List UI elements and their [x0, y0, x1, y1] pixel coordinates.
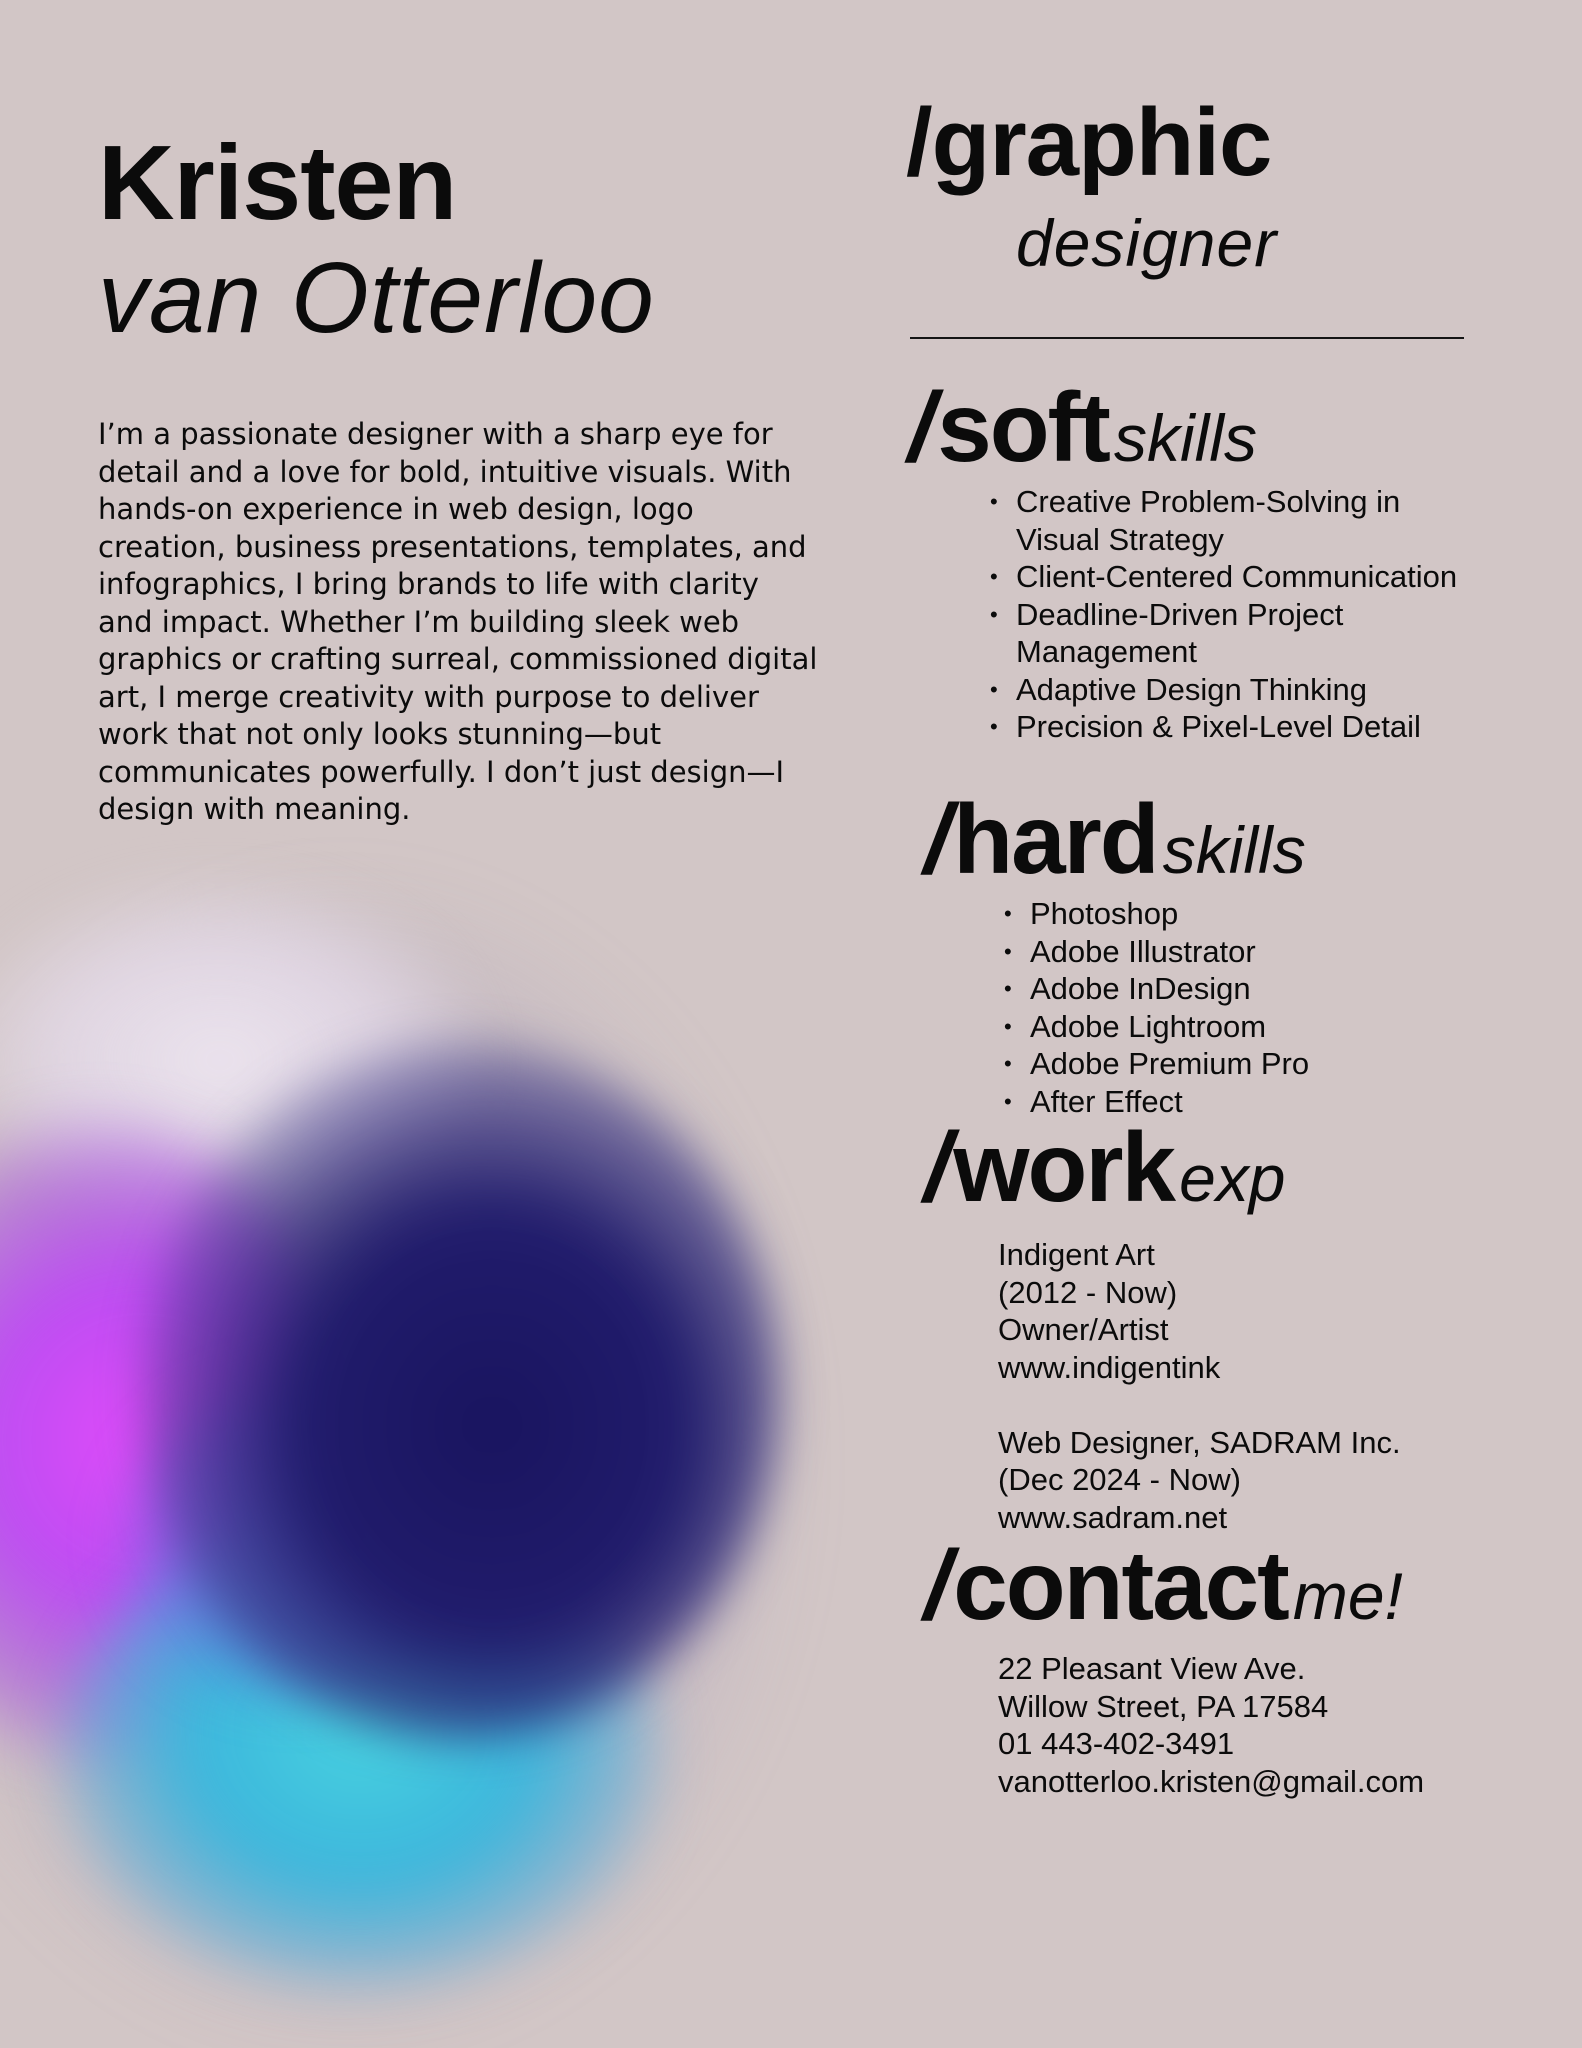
phone-number[interactable]: 01 443-402-3491 [998, 1726, 1235, 1761]
list-item: • Client-Centered Communication [990, 558, 1470, 596]
heading-strong: hard [953, 784, 1158, 894]
job-dates: (2012 - Now) [998, 1274, 1178, 1310]
address-line-1: 22 Pleasant View Ave. [998, 1651, 1306, 1686]
soft-skills-list [990, 483, 1470, 746]
role-subtitle: designer [1016, 206, 1278, 280]
heading-strong: soft [937, 372, 1109, 482]
job-website: www.indigentink [998, 1349, 1221, 1385]
work-exp-heading [924, 1112, 1286, 1222]
soft-skills-heading [908, 372, 1257, 482]
contact-heading [924, 1530, 1403, 1640]
divider [910, 337, 1464, 339]
list-item: • Adobe Premium Pro [1004, 1045, 1484, 1083]
heading-slash: / [924, 784, 950, 894]
job-website: www.sadram.net [998, 1499, 1228, 1535]
job-company: Indigent Art [998, 1237, 1155, 1272]
contact-details [998, 1650, 1424, 1800]
hard-skills-heading [924, 784, 1306, 894]
work-exp-list [998, 1236, 1401, 1536]
list-item: • Adobe Illustrator [1004, 933, 1484, 971]
hard-skills-list [1004, 895, 1484, 1120]
heading-strong: work [953, 1112, 1174, 1222]
heading-slash: / [924, 1530, 950, 1640]
list-item: • Creative Problem-Solving in Visual Strategy [990, 483, 1470, 558]
heading-soft: exp [1179, 1141, 1286, 1215]
first-name: Kristen [98, 124, 457, 242]
last-name: van Otterloo [98, 242, 655, 354]
heading-slash: / [908, 372, 934, 482]
bio-paragraph: I’m a passionate designer with a sharp eye for detail and a love for bold, intuitive visuals. With hands-on experience in web design, logo creation, business presentations, templates, and infographics, I bring brands to life with clarity and impact. Whether I’m building sleek web graphics or crafting surreal, commissioned digital art, I merge creativity with purpose to deliver work that not only looks stunning—but communicates powerfully. I don’t just design—I design with meaning. [98, 417, 818, 826]
heading-soft: skills [1113, 401, 1257, 475]
job-company: Web Designer, SADRAM Inc. [998, 1424, 1401, 1460]
spacer [998, 1386, 1401, 1424]
list-item: • Photoshop [1004, 895, 1484, 933]
list-item: • Precision & Pixel-Level Detail [990, 708, 1470, 746]
address-line-2: Willow Street, PA 17584 [998, 1688, 1329, 1724]
list-item: • After Effect [1004, 1083, 1484, 1121]
heading-soft: skills [1162, 813, 1306, 887]
list-item: • Adobe Lightroom [1004, 1008, 1484, 1046]
list-item: • Adobe InDesign [1004, 970, 1484, 1008]
job-title: Owner/Artist [998, 1312, 1169, 1347]
heading-strong: contact [953, 1530, 1288, 1640]
email-address[interactable]: vanotterloo.kristen@gmail.com [998, 1763, 1425, 1799]
list-item: • Adaptive Design Thinking [990, 671, 1470, 709]
job-dates: (Dec 2024 - Now) [998, 1462, 1241, 1497]
heading-slash: / [924, 1112, 950, 1222]
blob-navy [140, 1040, 780, 1740]
role-title: /graphic [906, 89, 1272, 196]
heading-soft: me! [1292, 1559, 1403, 1633]
list-item: • Deadline-Driven Project Management [990, 596, 1470, 671]
